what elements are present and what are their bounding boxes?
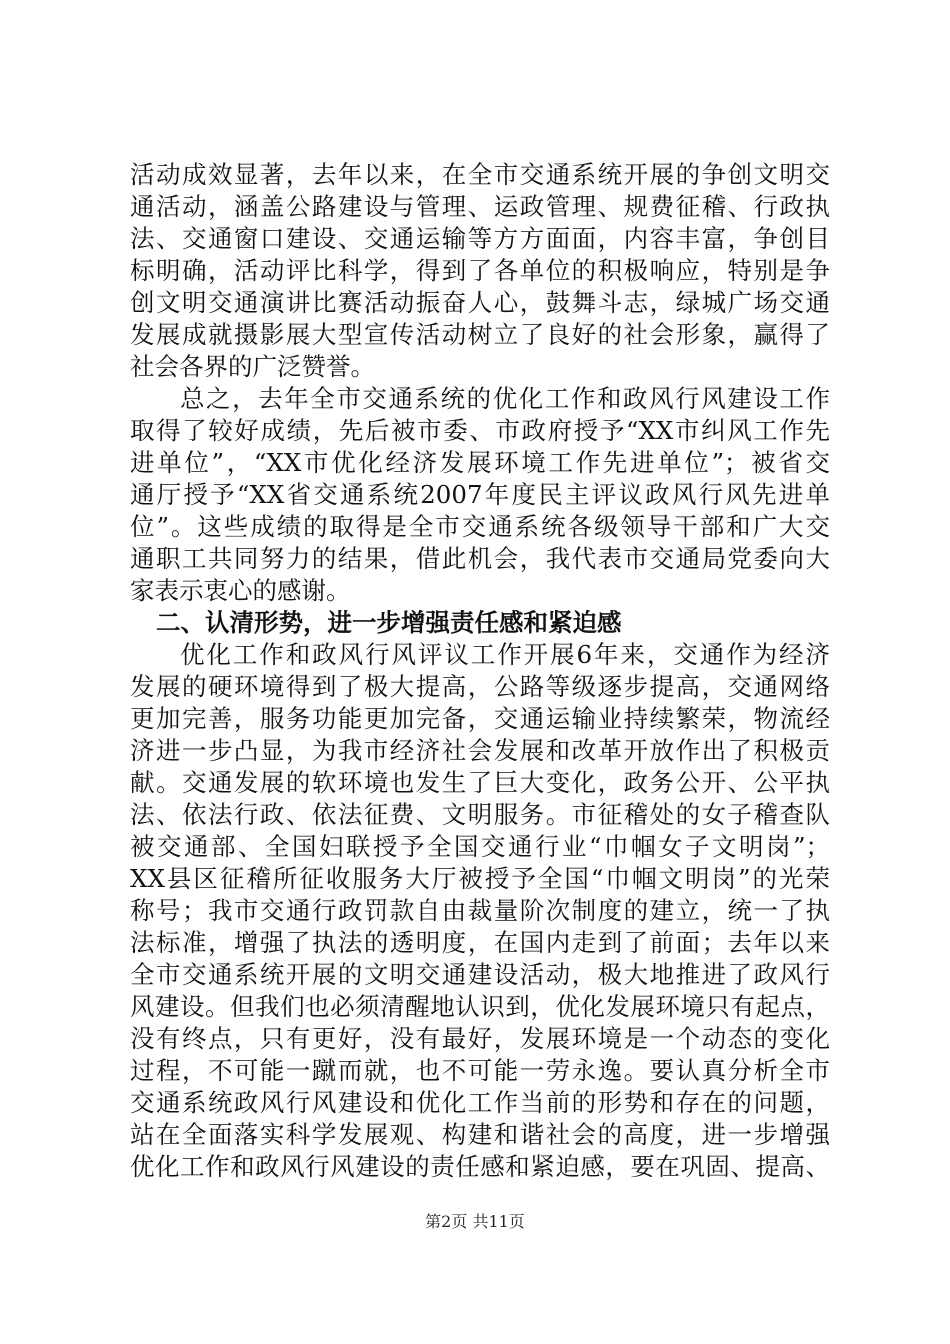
text-line: 更加完善，服务功能更加完备，交通运输业持续繁荣，物流经: [130, 704, 830, 733]
text-line: 通厅授予“XX省交通系统2007年度民主评议政风行风先进单: [130, 480, 830, 509]
text-line: 风建设。但我们也必须清醒地认识到，优化发展环境只有起点，: [130, 992, 830, 1021]
text-line: 全市交通系统开展的文明交通建设活动，极大地推进了政风行: [130, 960, 830, 989]
text-line: 社会各界的广泛赞誉。: [130, 352, 375, 381]
text-line: 称号；我市交通行政罚款自由裁量阶次制度的建立，统一了执: [130, 896, 830, 925]
text-line: 总之，去年全市交通系统的优化工作和政风行风建设工作: [180, 384, 830, 413]
text-line: 没有终点，只有更好，没有最好，发展环境是一个动态的变化: [130, 1024, 830, 1053]
text-line: 献。交通发展的软环境也发生了巨大变化，政务公开、公平执: [130, 768, 830, 797]
text-line: 位”。这些成绩的取得是全市交通系统各级领导干部和广大交: [130, 512, 830, 541]
text-line: 标明确，活动评比科学，得到了各单位的积极响应，特别是争: [130, 256, 830, 285]
text-line: 发展成就摄影展大型宣传活动树立了良好的社会形象，赢得了: [130, 320, 830, 349]
text-line: 活动成效显著，去年以来，在全市交通系统开展的争创文明交: [130, 160, 830, 189]
text-line: 交通系统政风行风建设和优化工作当前的形势和存在的问题，: [130, 1088, 830, 1117]
text-line: 优化工作和政风行风建设的责任感和紧迫感，要在巩固、提高、: [130, 1152, 830, 1181]
text-line: 被交通部、全国妇联授予全国交通行业“巾帼女子文明岗”；: [130, 832, 830, 861]
text-line: 法、依法行政、依法征费、文明服务。市征稽处的女子稽查队: [130, 800, 830, 829]
document-body: [130, 159, 830, 1183]
text-line: 济进一步凸显，为我市经济社会发展和改革开放作出了积极贡: [130, 736, 830, 765]
text-line: 通活动，涵盖公路建设与管理、运政管理、规费征稽、行政执: [130, 192, 830, 221]
text-line: 法标准，增强了执法的透明度，在国内走到了前面；去年以来: [130, 928, 830, 957]
text-line: 发展的硬环境得到了极大提高，公路等级逐步提高，交通网络: [130, 672, 830, 701]
text-line: 创文明交通演讲比赛活动振奋人心，鼓舞斗志，绿城广场交通: [130, 288, 830, 317]
text-line: 过程，不可能一蹴而就，也不可能一劳永逸。要认真分析全市: [130, 1056, 830, 1085]
text-line: 取得了较好成绩，先后被市委、市政府授予“XX市纠风工作先: [130, 416, 830, 445]
text-line: 法、交通窗口建设、交通运输等方方面面，内容丰富，争创目: [130, 224, 830, 253]
text-line: XX县区征稽所征收服务大厅被授予全国“巾帼文明岗”的光荣: [130, 864, 830, 893]
text-line: 优化工作和政风行风评议工作开展6年来，交通作为经济: [180, 640, 830, 669]
section-heading: 二、认清形势，进一步增强责任感和紧迫感: [156, 608, 622, 637]
text-line: 家表示衷心的感谢。: [130, 576, 351, 605]
text-line: 通职工共同努力的结果，借此机会，我代表市交通局党委向大: [130, 544, 830, 573]
text-line: 站在全面落实科学发展观、构建和谐社会的高度，进一步增强: [130, 1120, 830, 1149]
page-footer: 第2页 共11页: [425, 1212, 525, 1231]
text-line: 进单位”，“XX市优化经济发展环境工作先进单位”；被省交: [130, 448, 830, 477]
